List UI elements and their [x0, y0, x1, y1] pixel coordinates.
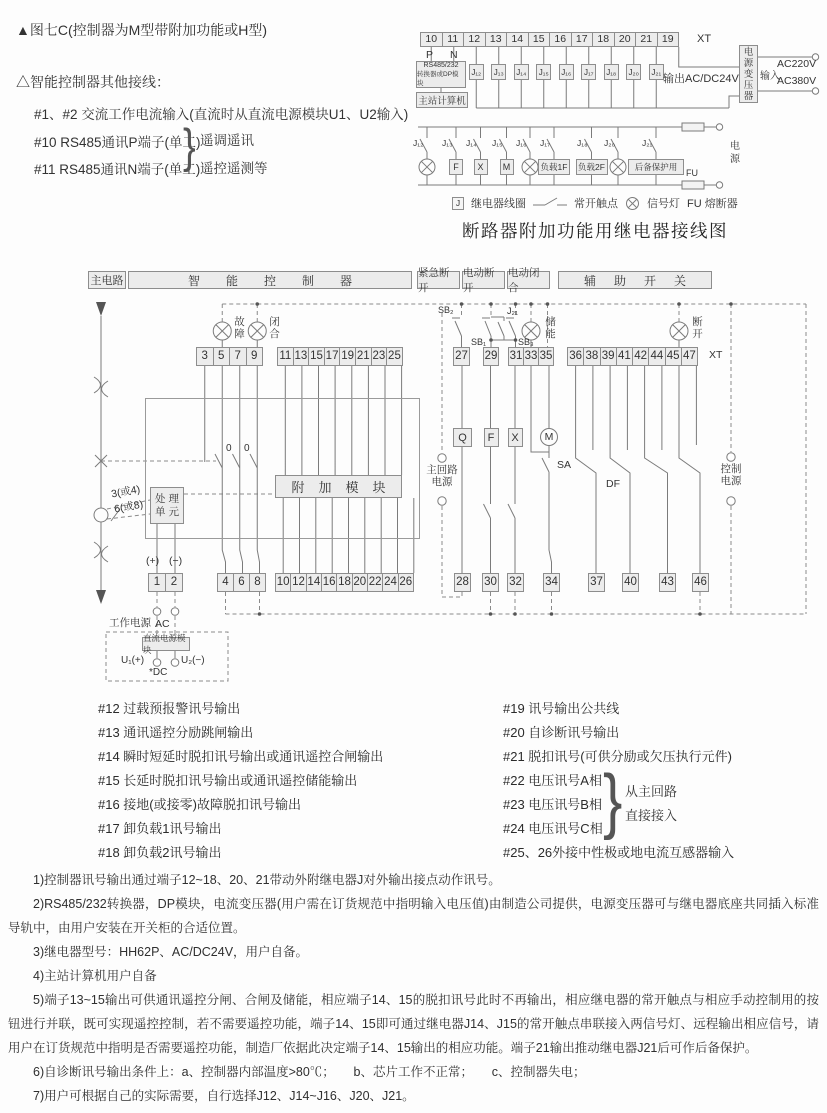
terminal: 36 [567, 347, 584, 366]
terminal: 37 [588, 573, 605, 592]
terminal-34 [543, 573, 560, 592]
relay-coil-box: J₁₄ [514, 64, 529, 80]
breaker-q-box: Q [453, 428, 472, 447]
terminal: 14 [506, 32, 529, 47]
power-transformer-box [739, 45, 758, 103]
contact-label: J₁₈ [577, 138, 588, 148]
legend-row [452, 195, 738, 211]
terminal: 13 [485, 32, 508, 47]
controller-outline-box [145, 398, 420, 539]
processing-unit-label-line1: 处 理 [155, 492, 179, 505]
terminal: 10 [420, 32, 443, 47]
terminal-43 [659, 573, 676, 592]
terminal-desc: #15 长延时脱扣讯号输出或通讯遥控储能输出 [98, 773, 358, 788]
header-controller: 智能控制器 [128, 271, 412, 289]
n-terminal-label: N [450, 49, 458, 61]
contact-label: J₁₅ [492, 138, 503, 148]
diagram-title: 断路器附加功能用继电器接线图 [462, 221, 728, 241]
p-terminal-label: P [426, 49, 434, 61]
zero-label: 0 [226, 443, 232, 454]
terminal: 34 [543, 573, 560, 592]
zero-label: 0 [244, 443, 250, 454]
terminal: 2 [165, 573, 183, 592]
relay-coil-symbol: J [452, 197, 464, 210]
j21-contact-label: J₂₁ [507, 306, 519, 316]
terminal: 15 [308, 347, 325, 366]
main-loop-power-line1: 主回路 [426, 464, 458, 476]
release-f-box: F [449, 159, 463, 175]
fuse-symbol [682, 181, 704, 189]
terminal-27 [453, 347, 470, 366]
terminal-row-d [567, 347, 698, 366]
figure-caption: ▲图七C(控制器为M型带附加功能或H型) [16, 22, 268, 38]
terminal: 14 [306, 573, 322, 592]
terminal: 11 [277, 347, 294, 366]
terminal: 17 [571, 32, 594, 47]
legend-fuse-label: FU 熔断器 [687, 198, 738, 210]
terminal-desc: #21 脱扣讯号(可供分励或欠压执行元件) [503, 749, 732, 764]
terminal-46 [692, 573, 709, 592]
terminal-desc: #17 卸负载1讯号输出 [98, 821, 222, 836]
terminal: 12 [290, 573, 306, 592]
terminal: 9 [246, 347, 264, 366]
terminal-row-g [275, 573, 414, 592]
terminal: 4 [217, 573, 234, 592]
note-7: 7)用户可根据自己的实际需要，自行选择J12、J14~J16、J20、J21。 [33, 1089, 415, 1103]
contact-label: J₁₂ [413, 138, 424, 148]
no-contact-icon [533, 197, 567, 209]
fuse-symbol [682, 123, 704, 131]
terminal: 16 [321, 573, 337, 592]
header-main-circuit: 主电路 [88, 271, 126, 289]
terminal-desc: #22 电压讯号A相 [503, 773, 602, 788]
terminal: 13 [293, 347, 310, 366]
terminal: 11 [442, 32, 465, 47]
note-6: 6)自诊断讯号输出条件上：a、控制器内部温度>80℃； b、芯片工作不正常； c、控制器失电； [33, 1065, 586, 1079]
motor-m-box: M [500, 159, 514, 175]
wiring-item: #10 RS485通讯P端子(单工) [34, 135, 201, 150]
release-x-box-main: X [508, 428, 523, 447]
terminal: 18 [592, 32, 615, 47]
terminal: 27 [453, 347, 470, 366]
processing-unit-box [150, 487, 184, 524]
rs485-converter-box [416, 61, 466, 88]
terminal-desc: #25、26外接中性极或地电流互感器输入 [503, 845, 735, 860]
terminal-desc: #12 过载预报警讯号输出 [98, 701, 241, 716]
note-3: 3)继电器型号：HH62P、AC/DC24V，用户自备。 [33, 945, 309, 959]
terminal-row-a [196, 347, 263, 366]
control-power-line1: 控制 [720, 463, 742, 475]
terminal-desc: #14 瞬时短延时脱扣讯号输出或通讯遥控合闸输出 [98, 749, 384, 764]
terminal: 15 [528, 32, 551, 47]
relay-coil-box: J₁₃ [491, 64, 506, 80]
terminal: 16 [549, 32, 572, 47]
sb2-label: SB₂ [438, 305, 454, 315]
terminal: 42 [632, 347, 649, 366]
release-f-box-main: F [484, 428, 499, 447]
header-electric-close: 电动闭合 [507, 271, 550, 289]
terminal-desc: #13 通讯遥控分励跳闸输出 [98, 725, 254, 740]
terminal-desc: #16 接地(或接零)故障脱扣讯号输出 [98, 797, 301, 812]
input-label: 输入 [760, 71, 780, 82]
dc-power-module-box: 直流电源模块 [142, 637, 190, 651]
master-computer-box: 主站计算机 [416, 92, 468, 108]
contact-label: J₁₃ [442, 138, 453, 148]
power-source-label: 电源 [730, 141, 740, 165]
terminal: 38 [583, 347, 600, 366]
terminal: 39 [600, 347, 617, 366]
terminal: 29 [483, 347, 499, 366]
power-transformer-label: 电源变压器 [743, 46, 754, 102]
load1-box: 负载1F [538, 159, 570, 175]
df-label: DF [606, 478, 620, 490]
motor-m-label: M [544, 431, 554, 443]
terminal-37 [588, 573, 605, 592]
input-voltage-ac380: AC380V [777, 75, 817, 87]
terminal: 5 [213, 347, 231, 366]
contact-label: J₁₆ [516, 138, 527, 148]
notes-section [8, 868, 819, 1108]
terminal: 31 [508, 347, 524, 366]
pin-label-2: 6(或8) [113, 498, 145, 516]
brace-glyph: } [603, 759, 623, 842]
terminal: 19 [339, 347, 356, 366]
u2-label: U₂(−) [181, 655, 205, 666]
relay-coil-box: J₁₆ [559, 64, 574, 80]
terminal-desc: #24 电压讯号C相 [503, 821, 603, 836]
terminal-row-f [217, 573, 266, 592]
fuse-label: FU [686, 168, 698, 178]
input-voltage-ac220: AC220V [777, 58, 817, 70]
terminal-desc: #19 讯号输出公共线 [503, 701, 620, 716]
header-electric-open: 电动断开 [462, 271, 505, 289]
terminal: 43 [659, 573, 676, 592]
terminal: 28 [454, 573, 471, 592]
dc-label: *DC [149, 667, 168, 678]
terminal: 24 [382, 573, 398, 592]
release-x-box: X [474, 159, 488, 175]
converter-label-line2: 转换器或DP模块 [417, 71, 459, 87]
header-emergency-open: 紧急断开 [417, 271, 460, 289]
minus-label: (−) [169, 555, 183, 567]
terminal: 1 [148, 573, 166, 592]
terminal: 22 [367, 573, 383, 592]
terminal-30 [482, 573, 499, 592]
legend-lamp-label: 信号灯 [647, 198, 680, 210]
terminal: 32 [507, 573, 524, 592]
terminal-list-left [98, 697, 383, 865]
sb1-label: SB₁ [471, 337, 487, 347]
terminal-desc: #20 自诊断讯号输出 [503, 725, 620, 740]
control-power-label [711, 463, 751, 487]
legend-coil-label: 继电器线圈 [471, 198, 526, 210]
sa-label: SA [557, 459, 572, 471]
backup-protection-box: 后备保护用 [628, 159, 684, 175]
signal-lamp-icons-main [213, 322, 688, 340]
lamp-fault-label: 故障 [234, 316, 245, 340]
relay-coil-box: J₁₈ [604, 64, 619, 80]
load2-box: 负载2F [576, 159, 608, 175]
note-5: 5)端子13~15输出可供通讯遥控分闸、合闸及储能，相应端子14、15的脱扣讯号此时不再输出，相应继电器的常开触点与相应手动控制用的按钮进行并联，既可实现遥控控制，若不需要遥控功能，端子14、15即可通过继电器J14、J15的常开触点串联接入两信号灯、远程输出相应信号，请用户在订货规范中指明是否需要遥控功能，制造厂依据此决定端子14、15输出的相应功能。端子21输出推动继电器J21后可作后备保护。 [8, 993, 819, 1055]
control-power-line2: 电源 [720, 475, 742, 487]
terminal-row-b [277, 347, 403, 366]
current-transformer-icon [94, 508, 108, 522]
brace-note: 遥控遥测等 [200, 161, 268, 176]
relay-coil-box: J₁₂ [469, 64, 484, 80]
contact-label: J₁₇ [540, 138, 551, 148]
terminal: 23 [371, 347, 388, 366]
brace-note: 遥调遥讯 [200, 133, 254, 148]
terminal: 26 [398, 573, 414, 592]
xt-label-main: XT [709, 349, 723, 361]
note-4: 4)主站计算机用户自备 [33, 969, 157, 983]
terminal-40 [622, 573, 639, 592]
terminal: 6 [233, 573, 250, 592]
wiring-item: #1、#2 交流工作电流输入(直流时从直流电源模块U1、U2输入) [34, 107, 409, 122]
terminal: 10 [275, 573, 291, 592]
terminal: 20 [614, 32, 637, 47]
terminal: 21 [355, 347, 372, 366]
terminal: 20 [352, 573, 368, 592]
terminal-29 [483, 347, 499, 366]
terminal-row-c [508, 347, 554, 366]
xt-label: XT [697, 33, 712, 45]
additional-module-box: 附加模块 [275, 475, 402, 498]
header-aux-switch: 辅助开关 [558, 271, 712, 289]
relay-coil-box: J₂₁ [649, 64, 664, 80]
lamp-charged-label: 储能 [545, 316, 556, 340]
contact-label: J₁₄ [466, 138, 477, 148]
terminal: 33 [523, 347, 539, 366]
u1-label: U₁(+) [121, 655, 145, 666]
terminal: 40 [622, 573, 639, 592]
terminal: 21 [635, 32, 658, 47]
contact-label: J₂₁ [642, 138, 653, 148]
relay-coil-box: J₂₀ [626, 64, 641, 80]
sb3-label: SB₃ [518, 337, 534, 347]
phase-brace-note: 从主回路 [625, 784, 678, 799]
converter-label-line1: RS485/232 [423, 62, 459, 69]
pin-label-1: 3(或4) [110, 483, 142, 501]
terminal: 30 [482, 573, 499, 592]
brace-glyph: } [183, 120, 196, 174]
terminal-28 [454, 573, 471, 592]
terminal-32 [507, 573, 524, 592]
terminal: 19 [657, 32, 680, 47]
xt-terminal-strip [420, 32, 679, 47]
terminal: 47 [681, 347, 698, 366]
working-power-label: 工作电源 [109, 617, 151, 629]
terminal: 46 [692, 573, 709, 592]
wiring-item: #11 RS485通讯N端子(单工) [34, 162, 201, 177]
note-1: 1)控制器讯号输出通过端子12~18、20、21带动外附继电器J对外输出接点动作讯号。 [33, 873, 501, 887]
terminal: 41 [616, 347, 633, 366]
ac-label: AC [155, 618, 170, 630]
terminal: 44 [648, 347, 665, 366]
section-title: △智能控制器其他接线： [16, 74, 170, 90]
signal-lamp-icon [625, 196, 640, 211]
terminal: 7 [229, 347, 247, 366]
terminal-row-e [148, 573, 183, 592]
terminal: 45 [665, 347, 682, 366]
lamp-closed-label: 闭合 [269, 316, 280, 340]
terminal: 17 [324, 347, 341, 366]
plus-label: (+) [146, 555, 160, 567]
lamp-open-label: 断开 [692, 316, 703, 340]
terminal: 12 [463, 32, 486, 47]
output-voltage-label: 输出AC/DC24V [663, 73, 739, 85]
main-loop-power-line2: 电源 [431, 476, 453, 488]
processing-unit-label-line2: 单 元 [155, 505, 179, 518]
main-loop-power-label [420, 464, 464, 488]
terminal: 35 [538, 347, 554, 366]
terminal: 25 [386, 347, 403, 366]
phase-brace-note: 直接接入 [625, 808, 678, 823]
relay-coil-box: J₁₇ [581, 64, 596, 80]
terminal: 8 [249, 573, 266, 592]
legend-contact-label: 常开触点 [574, 198, 618, 210]
contact-label: J₂₀ [604, 138, 616, 148]
relay-coil-box: J₁₅ [536, 64, 551, 80]
terminal: 3 [196, 347, 214, 366]
note-2: 2)RS485/232转换器，DP模块，电流变压器(用户需在订货规范中指明输入电压值)由制造公司提供，电源变压器可与继电器底座共同插入标准导轨中，由用户安装在开关柜的合适位置。 [8, 897, 819, 935]
terminal-desc: #18 卸负载2讯号输出 [98, 845, 222, 860]
terminal: 18 [336, 573, 352, 592]
terminal-desc: #23 电压讯号B相 [503, 797, 602, 812]
